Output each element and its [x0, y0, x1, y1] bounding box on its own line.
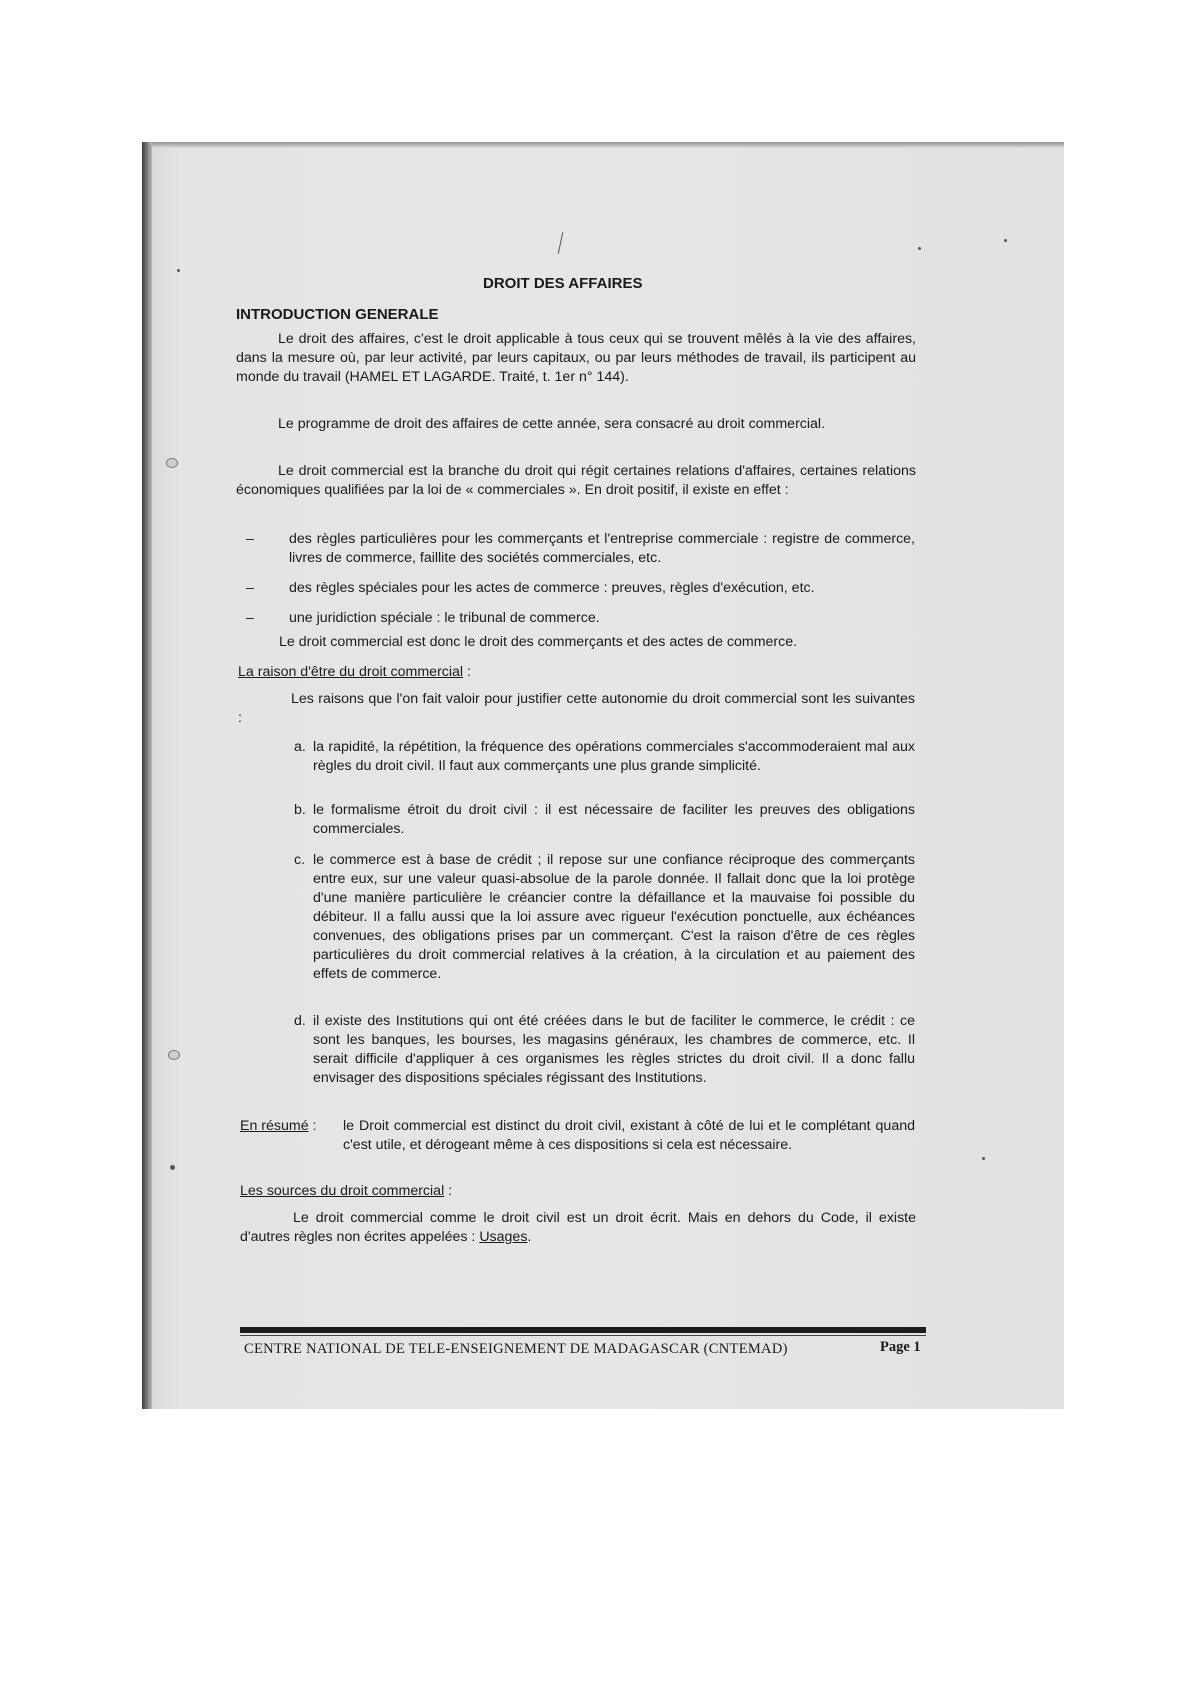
- footer-rule: [240, 1327, 926, 1333]
- summary-label: En résumé: [240, 1118, 309, 1134]
- reason-marker: a.: [294, 739, 306, 755]
- section-subheading: Les sources du droit commercial :: [240, 1183, 453, 1199]
- list-item: des règles spéciales pour les actes de commerce : preuves, règles d'exécution, etc.: [289, 580, 815, 596]
- scan-speck: [177, 269, 180, 272]
- scan-left-edge: [142, 142, 152, 1409]
- reason-marker: d.: [294, 1013, 306, 1029]
- reason-marker: c.: [294, 852, 306, 868]
- punch-hole: [166, 458, 178, 468]
- summary-label-wrap: En résumé :: [240, 1118, 317, 1134]
- section-paragraph: Les raisons que l'on fait valoir pour justifier cette autonomie du droit commercial sont les suivantes :: [238, 691, 915, 726]
- reason-item: la rapidité, la répétition, la fréquence des opérations commerciales s'accommoderaient mal aux règles du droit civil. Il faut aux commerçants une plus grande simplicité.: [313, 739, 915, 774]
- scan-mark: [558, 232, 564, 254]
- scan-speck: [982, 1157, 985, 1160]
- section-paragraph: Le droit commercial comme le droit civil est un droit écrit. Mais en dehors du Code, il existe d'autres règles non écrites appelées : Usages.: [240, 1210, 916, 1245]
- section-title: La raison d'être du droit commercial: [238, 664, 464, 680]
- document-title: DROIT DES AFFAIRES: [483, 275, 643, 292]
- footer-institution: CENTRE NATIONAL DE TELE-ENSEIGNEMENT DE MADAGASCAR (CNTEMAD): [244, 1341, 788, 1357]
- list-marker: –: [246, 610, 254, 626]
- scan-top-shadow: [142, 142, 1064, 148]
- reason-item: le formalisme étroit du droit civil : il est nécessaire de faciliter les preuves des obligations commerciales.: [313, 802, 915, 837]
- intro-paragraph-2: Le programme de droit des affaires de cette année, sera consacré au droit commercial.: [278, 416, 826, 432]
- page-number: Page 1: [880, 1339, 921, 1355]
- usages-term: Usages: [479, 1229, 528, 1245]
- reason-item: le commerce est à base de crédit ; il repose sur une confiance réciproque des commerçants entre eux, sur une valeur quasi-absolue de la parole donnée. Il fallait donc que la loi protège d'une manière particulière le créancier contre la défaillance et la mauvaise foi possible du débiteur. Il a fallu aussi que la loi assure avec rigueur l'exécution ponctuelle, aux échéances convenues, des obligations prises par un commerçant. C'est la raison d'être de ces règles particulières du droit commercial relatives à la création, à la circulation et au paiement des effets de commerce.: [313, 852, 915, 982]
- scan-speck: [918, 247, 921, 250]
- reason-marker: b.: [294, 802, 306, 818]
- list-item: une juridiction spéciale : le tribunal de commerce.: [289, 610, 600, 626]
- punch-hole: [168, 1050, 180, 1060]
- section-subheading: La raison d'être du droit commercial :: [238, 664, 471, 680]
- section-title: Les sources du droit commercial: [240, 1183, 445, 1199]
- reason-item: il existe des Institutions qui ont été créées dans le but de faciliter le commerce, le crédit : ce sont les banques, les bourses, les magasins généraux, les chambres de commerce, etc. Il serait difficile d'appliquer à ces organismes les règles strictes du droit civil. Il a donc fallu envisager des dispositions spéciales régissant des Institutions.: [313, 1013, 915, 1086]
- summary-text: le Droit commercial est distinct du droit civil, existant à côté de lui et le complétant quand c'est utile, et dérogeant même à ces dispositions si cela est nécessaire.: [343, 1118, 915, 1153]
- list-marker: –: [246, 580, 254, 596]
- list-marker: –: [246, 531, 254, 547]
- section-heading: INTRODUCTION GENERALE: [236, 306, 439, 323]
- intro-paragraph-1: Le droit des affaires, c'est le droit applicable à tous ceux qui se trouvent mêlés à la vie des affaires, dans la mesure où, par leur activité, par leurs capitaux, ou par leurs méthodes de travail, ils participent au monde du travail (HAMEL ET LAGARDE. Traité, t. 1er n° 144).: [236, 331, 916, 385]
- intro-paragraph-4: Le droit commercial est donc le droit des commerçants et des actes de commerce.: [279, 634, 798, 650]
- scan-speck: [170, 1165, 175, 1170]
- intro-paragraph-3: Le droit commercial est la branche du droit qui régit certaines relations d'affaires, certaines relations économiques qualifiées par la loi de « commerciales ». En droit positif, il existe en effet :: [236, 463, 916, 498]
- footer-rule-thin: [240, 1335, 926, 1336]
- list-item: des règles particulières pour les commerçants et l'entreprise commerciale : registre de commerce, livres de commerce, faillite des sociétés commerciales, etc.: [289, 531, 915, 566]
- scan-speck: [1004, 239, 1007, 242]
